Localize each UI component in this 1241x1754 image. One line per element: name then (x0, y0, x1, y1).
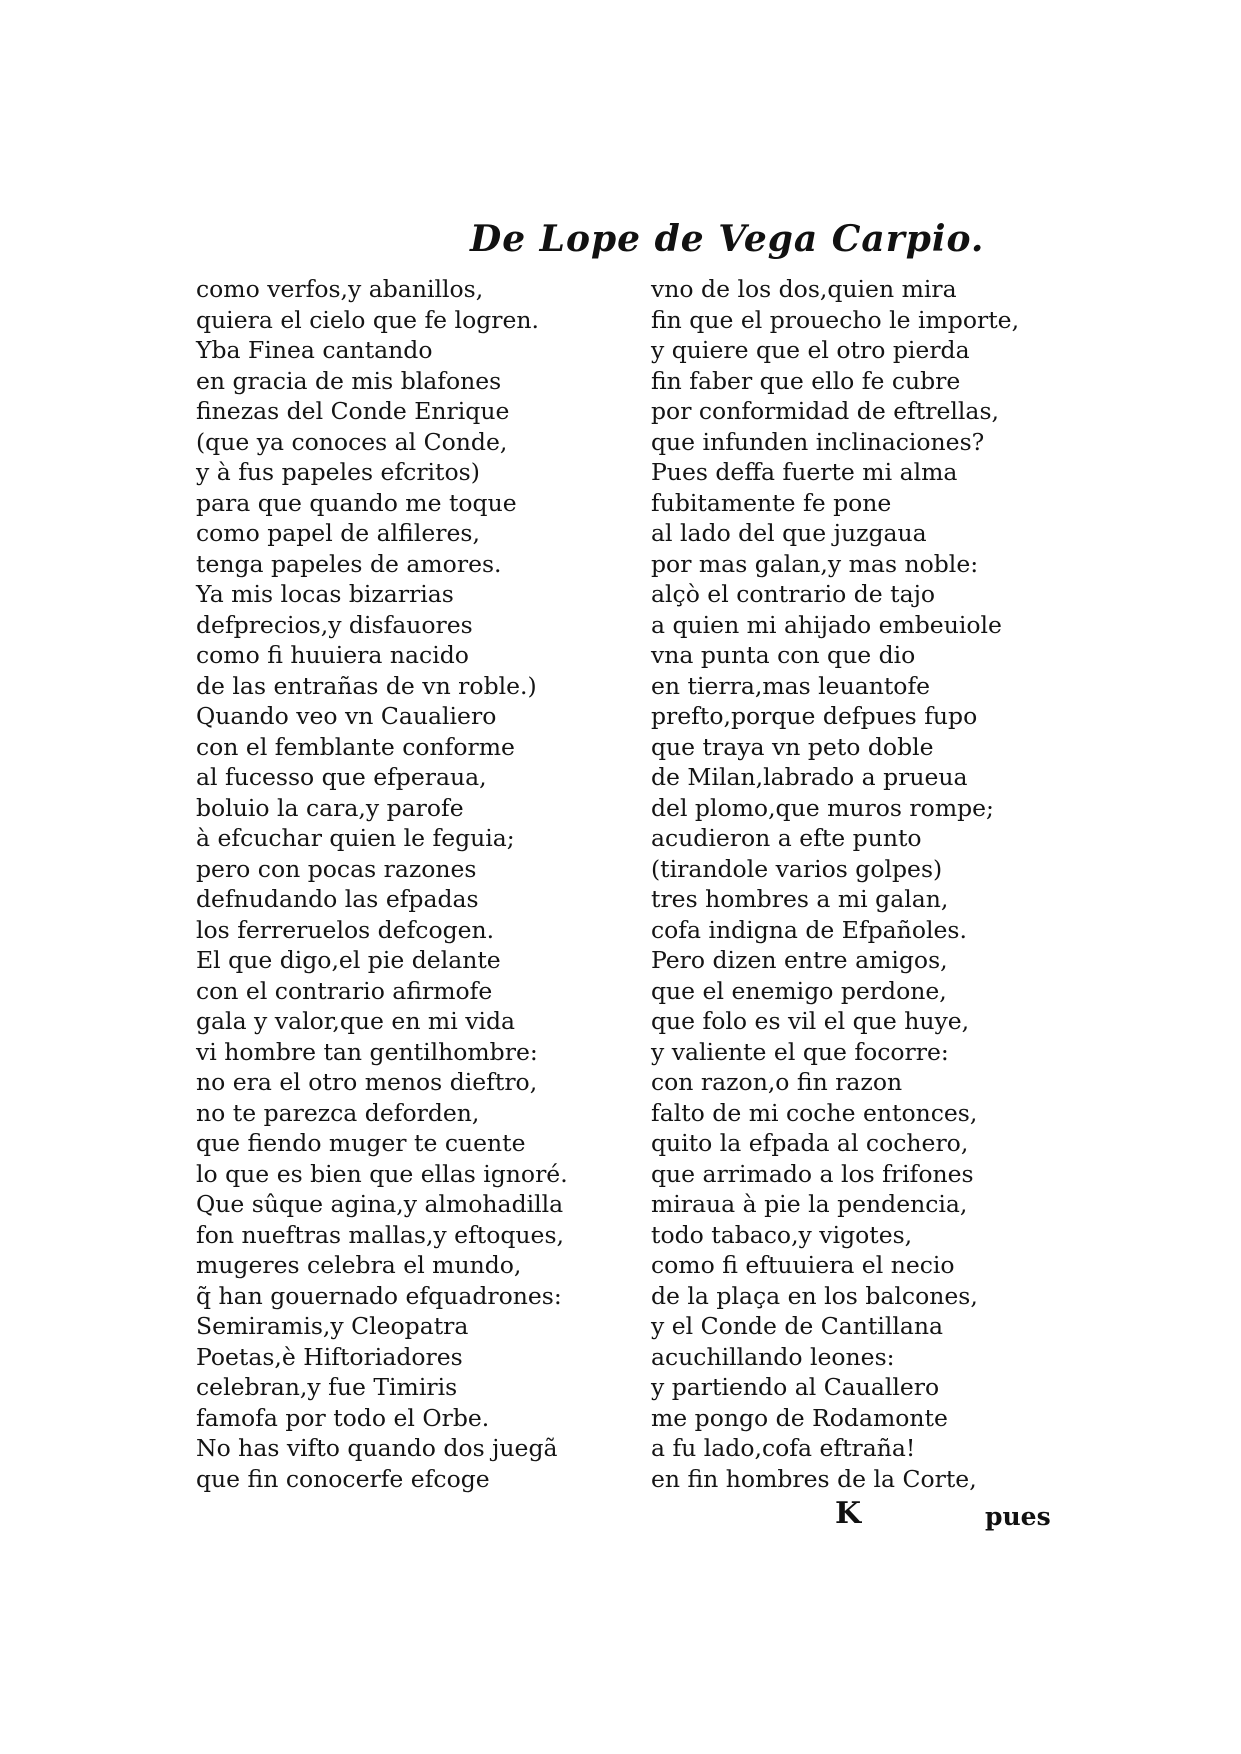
verse-line: finezas del Conde Enrique (196, 397, 510, 425)
verse-line: El que digo,el pie delante (196, 946, 501, 974)
verse-line: defprecios,y disfauores (196, 610, 473, 639)
verse-line: tres hombres a mi galan, (651, 885, 949, 913)
verse-line: prefto,porque defpues fupo (651, 702, 978, 730)
verse-line: Pero dizen entre amigos, (651, 946, 948, 974)
verse-line: tenga papeles de amores. (196, 549, 502, 578)
verse-line: como papel de alfileres, (196, 519, 480, 547)
verse-line: para que quando me toque (196, 488, 517, 517)
verse-column-left (196, 274, 596, 1494)
verse-line: vno de los dos,quien mira (651, 275, 957, 303)
verse-line: por mas galan,y mas noble: (651, 549, 979, 578)
verse-line: fin faber que ello fe cubre (651, 366, 961, 395)
verse-line: los ferreruelos defcogen. (196, 915, 495, 944)
verse-line: cofa indigna de Efpañoles. (651, 915, 967, 944)
verse-line: como fi huuiera nacido (196, 641, 469, 669)
verse-line: y à fus papeles efcritos) (196, 458, 480, 486)
verse-line: boluio la cara,y parofe (196, 793, 464, 822)
verse-line: falto de mi coche entonces, (651, 1098, 978, 1127)
verse-line: vi hombre tan gentilhombre: (196, 1037, 538, 1066)
verse-line: de la plaça en los balcones, (651, 1281, 978, 1310)
verse-line: que folo es vil el que huye, (651, 1007, 970, 1035)
verse-line: no te parezca deforden, (196, 1098, 480, 1127)
verse-line: acuchillando leones: (651, 1342, 895, 1371)
verse-line: quito la efpada al cochero, (651, 1129, 969, 1157)
verse-line: acudieron a efte punto (651, 824, 922, 852)
verse-line: como fi eftuuiera el necio (651, 1251, 955, 1279)
verse-line: gala y valor,que en mi vida (196, 1007, 516, 1035)
verse-line: que fin conocerfe efcoge (196, 1464, 490, 1493)
verse-line: mugeres celebra el mundo, (196, 1251, 522, 1279)
verse-line: y el Conde de Cantillana (651, 1312, 944, 1340)
verse-line: no era el otro menos dieftro, (196, 1068, 538, 1096)
verse-line: miraua à pie la pendencia, (651, 1190, 968, 1218)
signature-mark: K (835, 1496, 862, 1531)
verse-line: que infunden inclinaciones? (651, 427, 985, 456)
verse-line: y partiendo al Cauallero (651, 1373, 940, 1401)
verse-line: que fiendo muger te cuente (196, 1129, 526, 1157)
verse-line: con el femblante conforme (196, 732, 515, 761)
verse-line: à efcuchar quien le feguia; (196, 824, 515, 852)
verse-line: a fu lado,cofa eftraña! (651, 1434, 916, 1462)
verse-line: Yba Finea cantando (196, 336, 433, 364)
verse-line: con razon,o fin razon (651, 1068, 903, 1096)
verse-line: Ya mis locas bizarrias (196, 580, 454, 608)
verse-line: Pues deffa fuerte mi alma (651, 458, 958, 486)
verse-line: (tirandole varios golpes) (651, 854, 943, 883)
verse-line: y quiere que el otro pierda (651, 336, 970, 364)
running-head: De Lope de Vega Carpio. (470, 218, 985, 260)
verse-line: defnudando las efpadas (196, 885, 479, 913)
verse-line: Que sûque agina,y almohadilla (196, 1190, 564, 1218)
verse-column-right (651, 274, 1051, 1494)
verse-line: lo que es bien que ellas ignoré. (196, 1159, 568, 1188)
verse-line: (que ya conoces al Conde, (196, 427, 508, 456)
verse-line: en fin hombres de la Corte, (651, 1464, 977, 1493)
verse-line: alçò el contrario de tajo (651, 580, 936, 608)
verse-line: fin que el prouecho le importe, (651, 305, 1020, 334)
verse-line: que traya vn peto doble (651, 732, 934, 761)
catchword: pues (985, 1502, 1051, 1531)
verse-line: en tierra,mas leuantofe (651, 671, 931, 700)
verse-line: No has vifto quando dos juegã (196, 1434, 558, 1462)
verse-line: todo tabaco,y vigotes, (651, 1220, 913, 1249)
verse-line: del plomo,que muros rompe; (651, 793, 994, 822)
verse-line: Quando veo vn Caualiero (196, 702, 497, 730)
verse-line: y valiente el que focorre: (651, 1037, 949, 1066)
verse-line: de las entrañas de vn roble.) (196, 671, 537, 700)
verse-line: fubitamente fe pone (651, 488, 892, 517)
verse-line: como verfos,y abanillos, (196, 275, 484, 303)
verse-line: por conformidad de eftrellas, (651, 397, 999, 425)
verse-line: en gracia de mis blafones (196, 366, 502, 395)
verse-line: fon nueftras mallas,y eftoques, (196, 1220, 564, 1249)
verse-line: celebran,y fue Timiris (196, 1373, 458, 1401)
verse-line: quiera el cielo que fe logren. (196, 305, 540, 334)
verse-line: que el enemigo perdone, (651, 976, 947, 1005)
verse-line: al lado del que juzgaua (651, 519, 927, 547)
verse-line: me pongo de Rodamonte (651, 1403, 948, 1432)
verse-line: Poetas,è Hiftoriadores (196, 1342, 463, 1371)
verse-line: al fucesso que efperaua, (196, 763, 487, 791)
verse-line: pero con pocas razones (196, 854, 477, 883)
verse-line: a quien mi ahijado embeuiole (651, 610, 1002, 639)
verse-line: vna punta con que dio (651, 641, 916, 669)
verse-line: con el contrario afirmofe (196, 976, 493, 1005)
verse-line: que arrimado a los frifones (651, 1159, 974, 1188)
verse-line: Semiramis,y Cleopatra (196, 1312, 469, 1340)
verse-line: q̃ han gouernado efquadrones: (196, 1281, 562, 1310)
verse-line: de Milan,labrado a prueua (651, 763, 968, 791)
verse-line: famofa por todo el Orbe. (196, 1403, 490, 1432)
